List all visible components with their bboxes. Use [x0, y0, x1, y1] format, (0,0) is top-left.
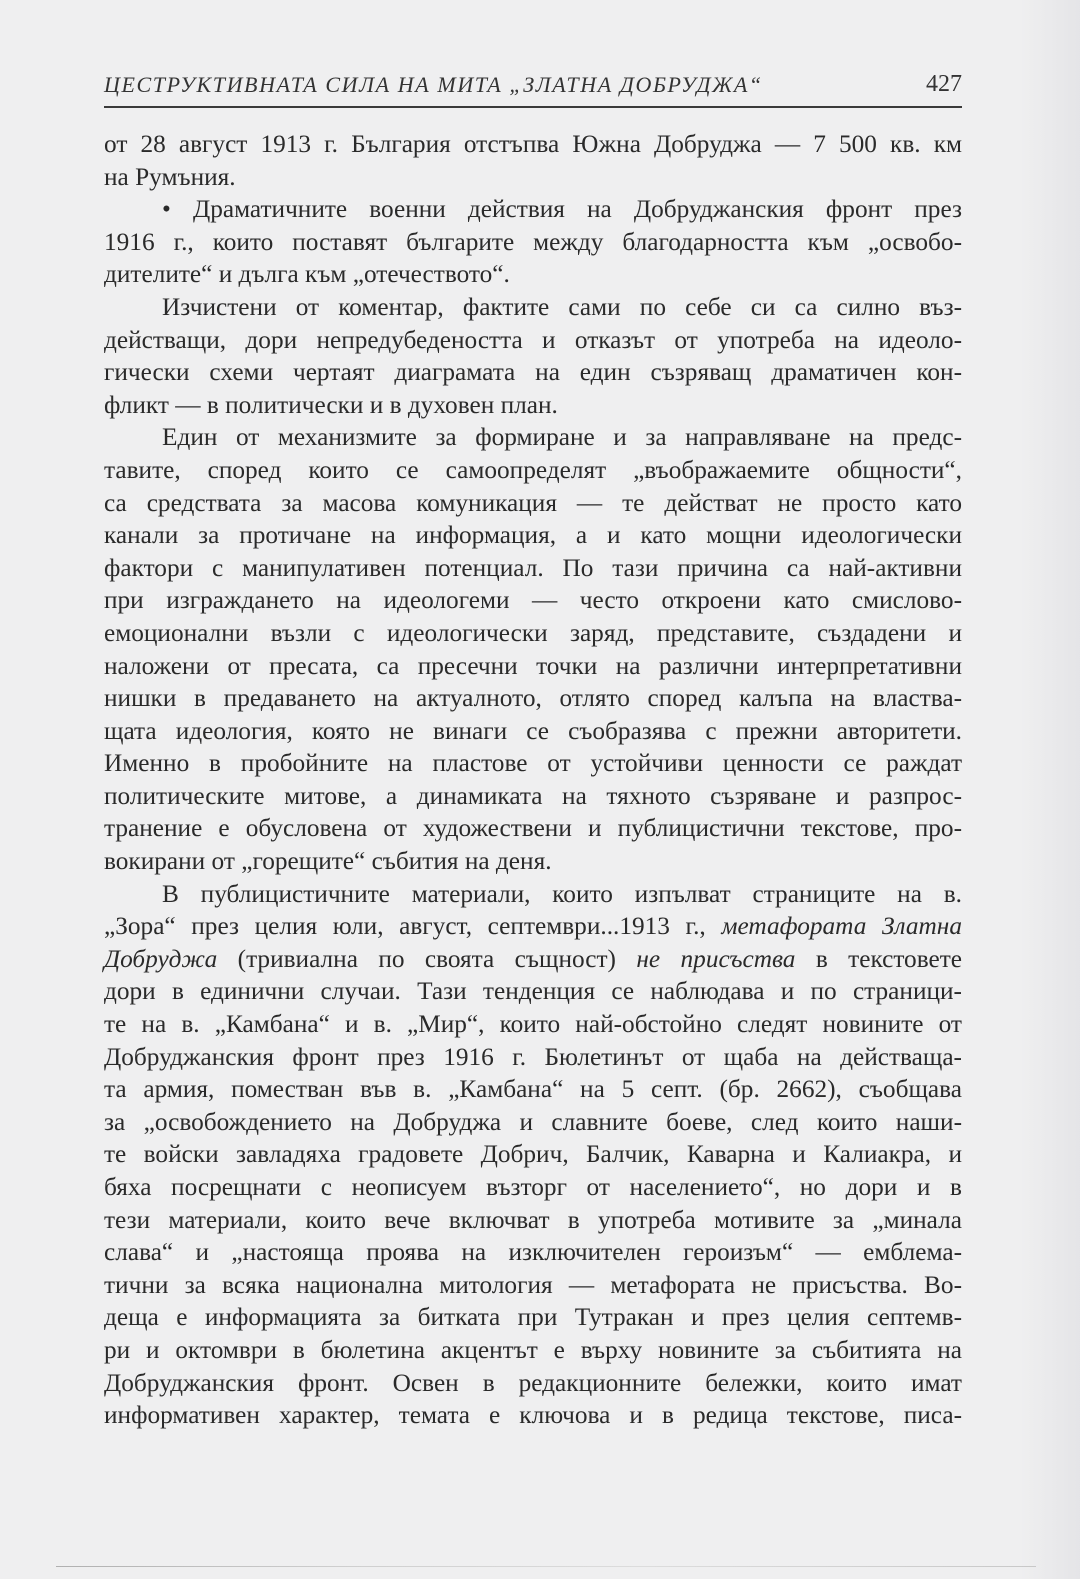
text-line: от 28 август 1913 г. България отстъпва Южна Добруджа — 7 500 кв. км — [104, 130, 962, 158]
text-line: та армия, поместван във в. „Камбана“ на 5 септ. (бр. 2662), съобщава — [104, 1075, 962, 1104]
page-number: 427 — [926, 71, 962, 97]
italic-phrase: метафората Златна — [721, 912, 962, 941]
text-line: тези материали, които вече включват в употреба мотивите за „минала — [104, 1205, 962, 1234]
text-line: са средствата за масова комуникация — те действат не просто като — [104, 488, 962, 517]
text-line: политическите митове, а динамиката на тяхното съзряване и разпрос- — [104, 781, 962, 810]
text-line — [104, 910, 962, 943]
bullet-line: • Драматичните военни действия на Добруджанския фронт през — [162, 195, 962, 224]
body-text — [104, 128, 962, 1432]
text-line: деща е информацията за битката при Тутракан и през целия септемв- — [104, 1303, 962, 1332]
text-line: наложени от пресата, са пресечни точки на различни интерпретативни — [104, 651, 962, 680]
text-line: нишки в предаването на актуалното, отлято според калъпа на властва- — [104, 684, 962, 713]
text-line: действащи, дори непредубедеността и отказът от употреба на идеоло- — [104, 325, 962, 354]
text-line: тични за всяка национална митология — метафората не присъства. Во- — [104, 1270, 962, 1299]
text-line: ри и октомври в бюлетина акцентът е върху новините за събитията на — [104, 1335, 962, 1364]
paragraph-start: Един от механизмите за формиране и за направляване на предс- — [162, 423, 962, 452]
text-line: емоционални възли с идеологически заряд, представите, създадени и — [104, 618, 962, 647]
running-title: ЦЕСТРУКТИВНАТА СИЛА НА МИТА „ЗЛАТНА ДОБРУДЖА“ — [104, 72, 763, 97]
text-line: бяха посрещнати с неописуем възторг от населението“, но дори и в — [104, 1173, 962, 1201]
text-line: тавите, според които се самоопределят „въображаемите общности“, — [104, 455, 962, 484]
text-line: за „освобождението на Добруджа и славните боеве, след които наши- — [104, 1107, 962, 1136]
paragraph-start: Изчистени от коментар, фактите сами по себе си са силно въз- — [162, 292, 962, 321]
text-line: Добруджанския фронт. Освен в редакционните бележки, които имат — [104, 1368, 962, 1397]
text-fragment: в текстовете — [815, 944, 963, 973]
text-line: фликт — в политически и в духовен план. — [104, 390, 558, 419]
page-edge-shadow — [1020, 0, 1080, 1579]
text-line: дителите“ и дълга към „отечеството“. — [104, 260, 510, 289]
paragraph-start: В публицистичните материали, които изпълват страниците на в. — [162, 879, 962, 908]
text-line: при изграждането на идеологеми — често откроени като смислово- — [104, 586, 962, 615]
text-line: дори в единични случаи. Тази тенденция се наблюдава и по страници- — [104, 977, 962, 1006]
text-fragment: (тривиална по своята същност) — [237, 944, 616, 973]
text-line: Добруджанския фронт през 1916 г. Бюлетинът от щаба на действаща- — [104, 1042, 962, 1071]
text-line: гически схеми чертаят диаграмата на един съзряващ драматичен кон- — [104, 358, 962, 387]
text-line — [104, 943, 962, 976]
text-line: слава“ и „настояща проява на изключителен героизъм“ — емблема- — [104, 1238, 962, 1267]
text-line: те на в. „Камбана“ и в. „Мир“, които най-обстойно следят новините от — [104, 1010, 962, 1039]
text-line: Именно в пробойните на пластове от устойчиви ценности се раждат — [104, 749, 962, 778]
text-line: вокирани от „горещите“ събития на деня. — [104, 847, 552, 876]
running-header — [104, 66, 962, 108]
italic-phrase: не присъства — [636, 944, 796, 973]
text-line: фактори с манипулативен потенциал. По тази причина са най-активни — [104, 553, 962, 582]
text-line: канали за протичане на информация, а и като мощни идеологически — [104, 521, 962, 550]
bottom-scan-line — [56, 1566, 1036, 1567]
text-fragment: „Зора“ през целия юли, август, септември...1913 г., — [104, 912, 706, 941]
text-line: информативен характер, темата е ключова и в редица текстове, писа- — [104, 1401, 962, 1430]
italic-phrase: Добруджа — [104, 944, 218, 973]
text-line: те войски завладяха градовете Добрич, Балчик, Каварна и Калиакра, и — [104, 1140, 962, 1169]
text-line: щата идеология, която не винаги се съобразява с прежни авторитети. — [104, 716, 962, 745]
text-line: 1916 г., които поставят българите между благодарността към „освобо- — [104, 227, 962, 256]
text-line: транение е обусловена от художествени и публицистични текстове, про- — [104, 814, 962, 843]
text-line: на Румъния. — [104, 162, 236, 191]
